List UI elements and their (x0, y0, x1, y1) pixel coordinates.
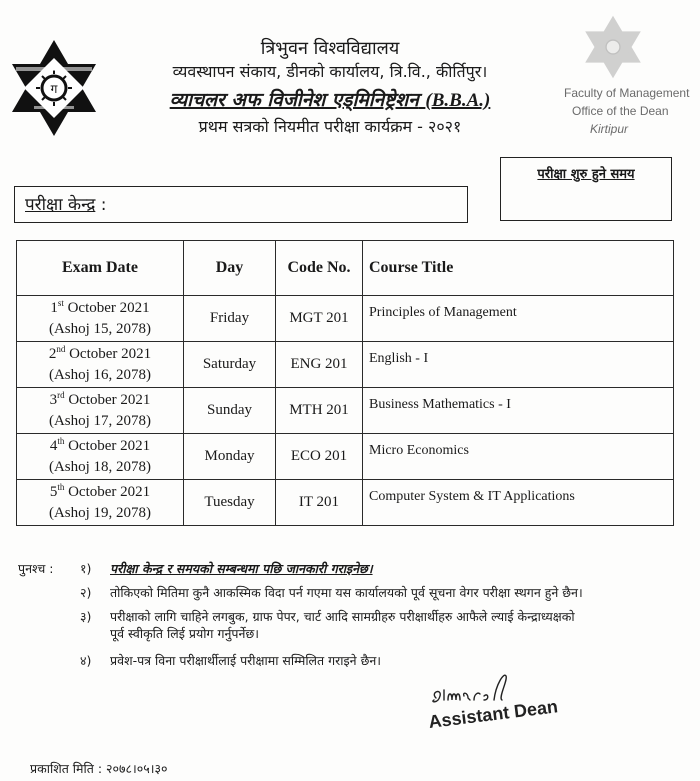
header-day: Day (184, 241, 276, 296)
english-date (17, 482, 183, 503)
program-title-nepali: व्याचलर अफ विजीनेश एड्मिनिष्ट्रेशन (169, 89, 419, 111)
date-day-number: 2 (48, 345, 57, 362)
exam-center-colon: : (100, 195, 107, 215)
note-item (80, 652, 381, 669)
cell-code: ENG 201 (276, 342, 363, 388)
cell-exam-date (17, 342, 184, 388)
cell-exam-date (17, 296, 184, 342)
note-number: १) (80, 561, 92, 576)
note-item (80, 560, 373, 577)
exam-center-box (14, 186, 468, 223)
date-month-year: October 2021 (68, 391, 151, 408)
cell-code: MGT 201 (276, 296, 363, 342)
cell-exam-date (17, 480, 184, 526)
table-row (17, 296, 674, 342)
notes-prefix: पुनश्च : (18, 561, 54, 576)
date-ordinal-suffix: th (57, 435, 65, 446)
cell-exam-date (17, 388, 184, 434)
nepali-date: (Ashoj 17, 2078) (48, 412, 152, 429)
exam-start-time-label: परीक्षा शुरु हुने समय (537, 167, 635, 182)
note-text: तोकिएको मितिमा कुनै आकस्मिक विदा पर्न गएमा यस कार्यालयको पूर्व सूचना वेगर परीक्षा स्थगन हुने छैन। (110, 585, 583, 600)
table-row (17, 434, 674, 480)
table-row (17, 388, 674, 434)
cell-day: Sunday (184, 388, 276, 434)
program-title-abbr: (B.B.A.) (425, 90, 491, 111)
published-label: प्रकाशित मिति : (30, 761, 103, 776)
header-exam-date: Exam Date (17, 241, 184, 296)
english-date (17, 344, 183, 365)
tu-star-emblem-icon (8, 38, 100, 138)
exam-center-label-text: परीक्षा केन्द्र (25, 195, 96, 215)
published-date (30, 760, 168, 777)
cell-course-title (363, 480, 674, 526)
date-ordinal-suffix: st (57, 297, 64, 308)
cell-course-title (363, 296, 674, 342)
schedule-title: प्रथम सत्रको नियमीत परीक्षा कार्यक्रम - २०२१ (198, 117, 462, 136)
table-row (17, 342, 674, 388)
header-course-title: Course Title (363, 241, 674, 296)
date-month-year: October 2021 (68, 437, 151, 454)
date-day-number: 1 (50, 299, 58, 316)
note-text-line-1: परीक्षाको लागि चाहिने लगबुक, ग्राफ पेपर, चार्ट आदि सामग्रीहरु परीक्षार्थीहरु आफैले ल्याई केन्द्राध्यक्षको (110, 609, 575, 624)
stamp-star-icon (580, 14, 646, 80)
program-title (105, 86, 555, 112)
cell-code: IT 201 (276, 480, 363, 526)
table-header-row (17, 241, 674, 296)
nepali-date: (Ashoj 15, 2078) (48, 320, 152, 337)
stamp-line-2: Office of the Dean (572, 104, 669, 118)
course-title-text: Principles of Management (369, 305, 517, 320)
cell-course-title (363, 342, 674, 388)
date-ordinal-suffix: rd (57, 389, 65, 400)
cell-course-title (363, 388, 674, 434)
cell-day: Friday (184, 296, 276, 342)
office-stamp (560, 10, 700, 150)
published-date-value: २०७८।०५।३० (106, 761, 168, 776)
date-month-year: October 2021 (68, 483, 151, 500)
university-name: त्रिभुवन विश्वविद्यालय (260, 38, 400, 59)
header-code-no: Code No. (276, 241, 363, 296)
tu-logo (8, 38, 100, 138)
svg-text:ग: ग (50, 82, 58, 96)
cell-course-title (363, 434, 674, 480)
cell-code: MTH 201 (276, 388, 363, 434)
cell-day: Saturday (184, 342, 276, 388)
note-text: परीक्षा केन्द्र र समयको सम्बन्धमा पछि जानकारी गराइनेछ। (110, 561, 373, 576)
date-day-number: 5 (49, 483, 58, 500)
stamp-line-3: Kirtipur (590, 122, 629, 136)
english-date (17, 436, 183, 457)
note-text (110, 608, 575, 642)
date-day-number: 4 (49, 437, 58, 454)
cell-day: Monday (184, 434, 276, 480)
exam-start-time-box (500, 157, 672, 221)
course-title-text: Computer System & IT Applications (369, 489, 575, 504)
nepali-date: (Ashoj 18, 2078) (48, 458, 152, 475)
nepali-date: (Ashoj 16, 2078) (48, 366, 152, 383)
date-day-number: 3 (49, 391, 58, 408)
signatory-title: Assistant Dean (427, 696, 559, 733)
english-date (17, 298, 183, 319)
note-item (80, 608, 575, 642)
course-title-text: Micro Economics (369, 443, 469, 458)
stamp-line-1: Faculty of Management (564, 86, 690, 100)
cell-day: Tuesday (184, 480, 276, 526)
note-item (80, 584, 583, 601)
faculty-office: व्यवस्थापन संकाय, डीनको कार्यालय, त्रि.वि., कीर्तिपुर। (172, 62, 488, 81)
exam-center-label (25, 192, 106, 215)
cell-exam-date (17, 434, 184, 480)
course-title-text: Business Mathematics - I (369, 397, 511, 412)
nepali-date: (Ashoj 19, 2078) (48, 504, 152, 521)
course-title-text: English - I (369, 351, 429, 366)
date-ordinal-suffix: th (57, 481, 65, 492)
note-text: प्रवेश-पत्र विना परीक्षार्थीलाई परीक्षामा सम्मिलित गराइने छैन। (110, 653, 382, 668)
note-number: ४) (80, 653, 92, 668)
english-date (17, 390, 183, 411)
table-row (17, 480, 674, 526)
exam-schedule-table (16, 240, 674, 526)
note-number: २) (80, 585, 92, 600)
note-number: ३) (80, 609, 92, 624)
note-text-line-2: पूर्व स्वीकृति लिई प्रयोग गर्नुपर्नेछ। (110, 626, 259, 641)
date-month-year: October 2021 (67, 299, 150, 316)
cell-code: ECO 201 (276, 434, 363, 480)
date-ordinal-suffix: nd (56, 343, 66, 354)
date-month-year: October 2021 (69, 345, 152, 362)
